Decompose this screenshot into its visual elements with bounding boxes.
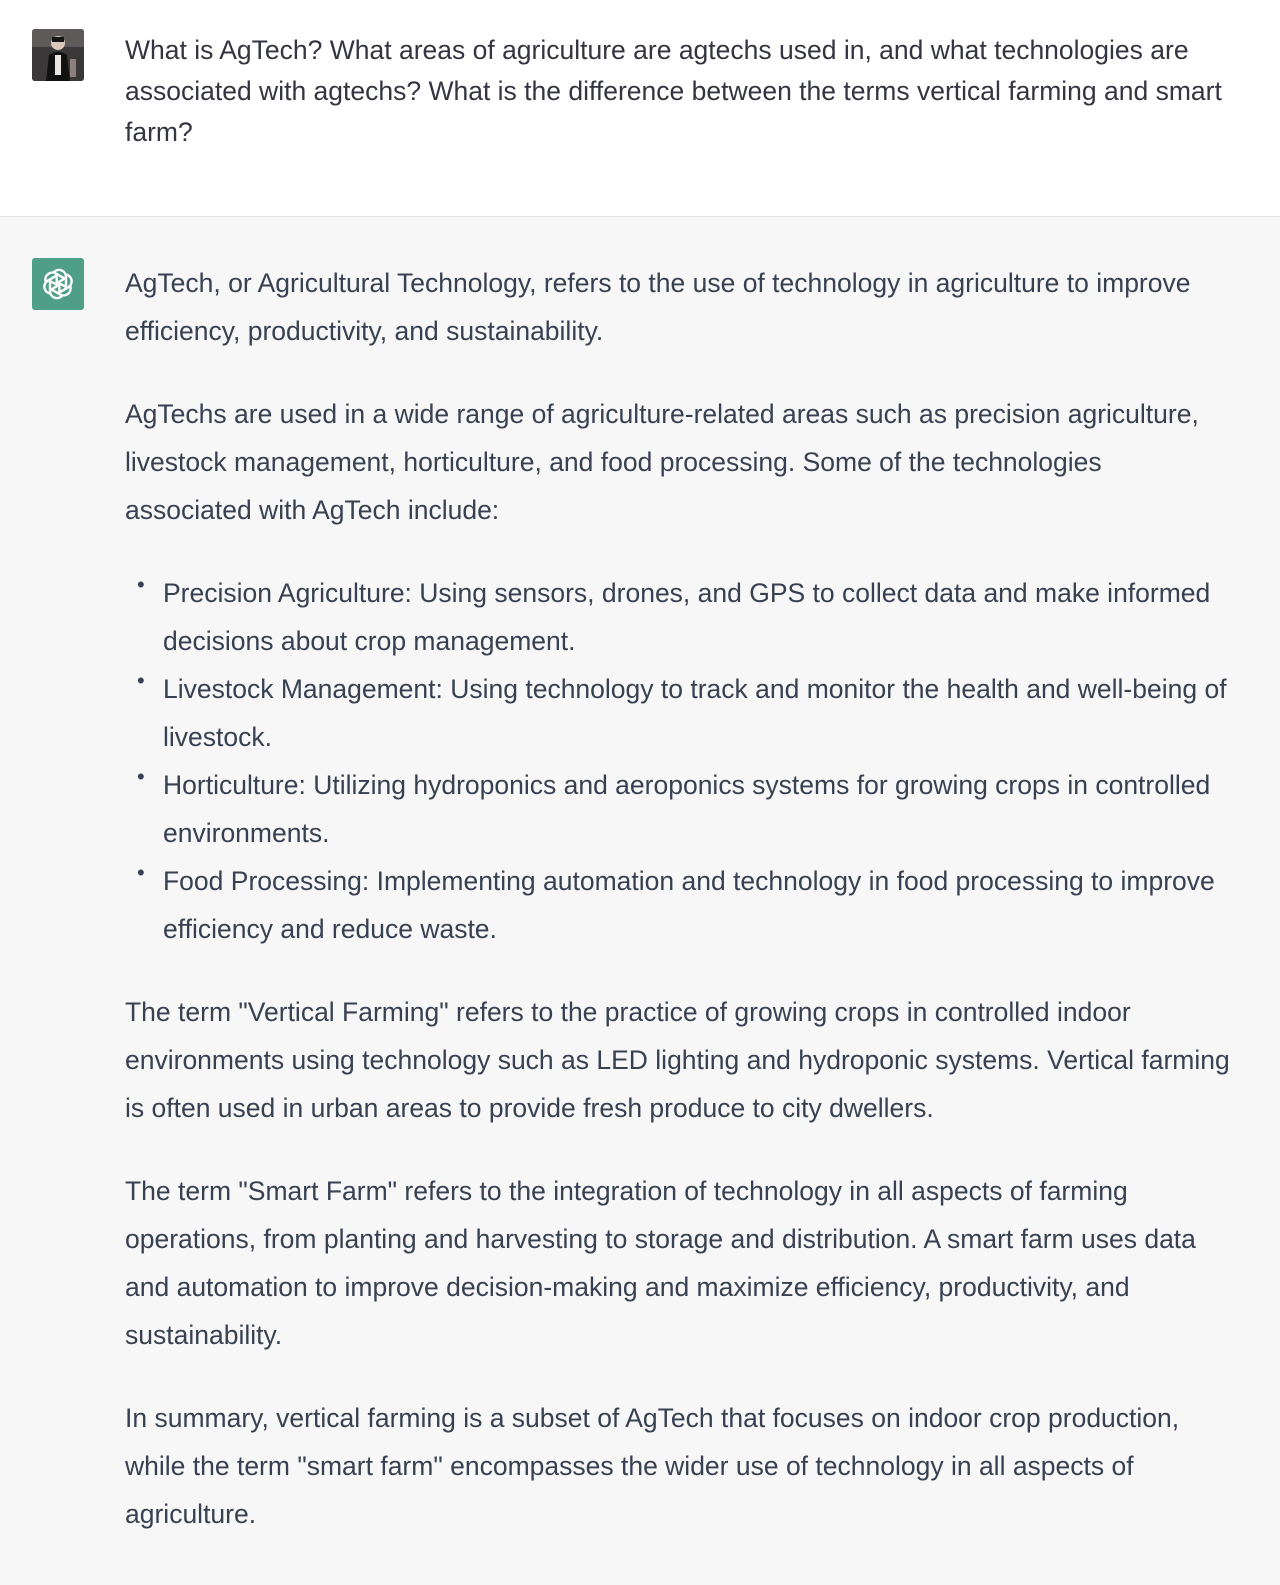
list-item — [137, 857, 1235, 953]
list-item-text: Livestock Management: Using technology to track and monitor the health and well-being of livestock. — [163, 674, 1227, 752]
list-item-text: Precision Agriculture: Using sensors, drones, and GPS to collect data and make informed decisions about crop management. — [163, 578, 1211, 656]
technology-list — [125, 569, 1235, 953]
assistant-message-turn — [0, 217, 1280, 1585]
answer-paragraph: AgTechs are used in a wide range of agriculture-related areas such as precision agriculture, livestock management, horticulture, and food processing. Some of the technologies associated with AgTech include: — [125, 399, 1199, 525]
list-item — [137, 761, 1235, 857]
list-item — [137, 569, 1235, 665]
user-message-turn — [0, 0, 1280, 217]
list-item-text: Food Processing: Implementing automation and technology in food processing to improve efficiency and reduce waste. — [163, 866, 1215, 944]
answer-paragraph: AgTech, or Agricultural Technology, refers to the use of technology in agriculture to improve efficiency, productivity, and sustainability. — [125, 268, 1191, 346]
user-avatar — [32, 29, 84, 81]
answer-paragraph: In summary, vertical farming is a subset of AgTech that focuses on indoor crop production, while the term "smart farm" encompasses the wider use of technology in all aspects of agriculture. — [125, 1403, 1180, 1529]
openai-logo-icon — [39, 265, 77, 303]
answer-paragraph: The term "Smart Farm" refers to the integration of technology in all aspects of farming operations, from planting and harvesting to storage and distribution. A smart farm uses data and automation to improve decision-making and maximize efficiency, productivity, and sustainability. — [125, 1176, 1196, 1350]
bullet-icon: • — [137, 764, 145, 789]
assistant-message-body — [125, 259, 1235, 1573]
user-photo-icon — [32, 29, 84, 81]
bullet-icon: • — [137, 668, 145, 693]
list-item-text: Horticulture: Utilizing hydroponics and aeroponics systems for growing crops in controlled environments. — [163, 770, 1211, 848]
list-item — [137, 665, 1235, 761]
assistant-avatar — [32, 258, 84, 310]
answer-paragraph: The term "Vertical Farming" refers to the practice of growing crops in controlled indoor environments using technology such as LED lighting and hydroponic systems. Vertical farming is often used in urban areas to provide fresh produce to city dwellers. — [125, 997, 1230, 1123]
user-message-text: What is AgTech? What areas of agriculture are agtechs used in, and what technologies are associated with agtechs? What is the difference between the terms vertical farming and smart farm? — [125, 35, 1222, 147]
bullet-icon: • — [137, 860, 145, 885]
bullet-icon: • — [137, 572, 145, 597]
